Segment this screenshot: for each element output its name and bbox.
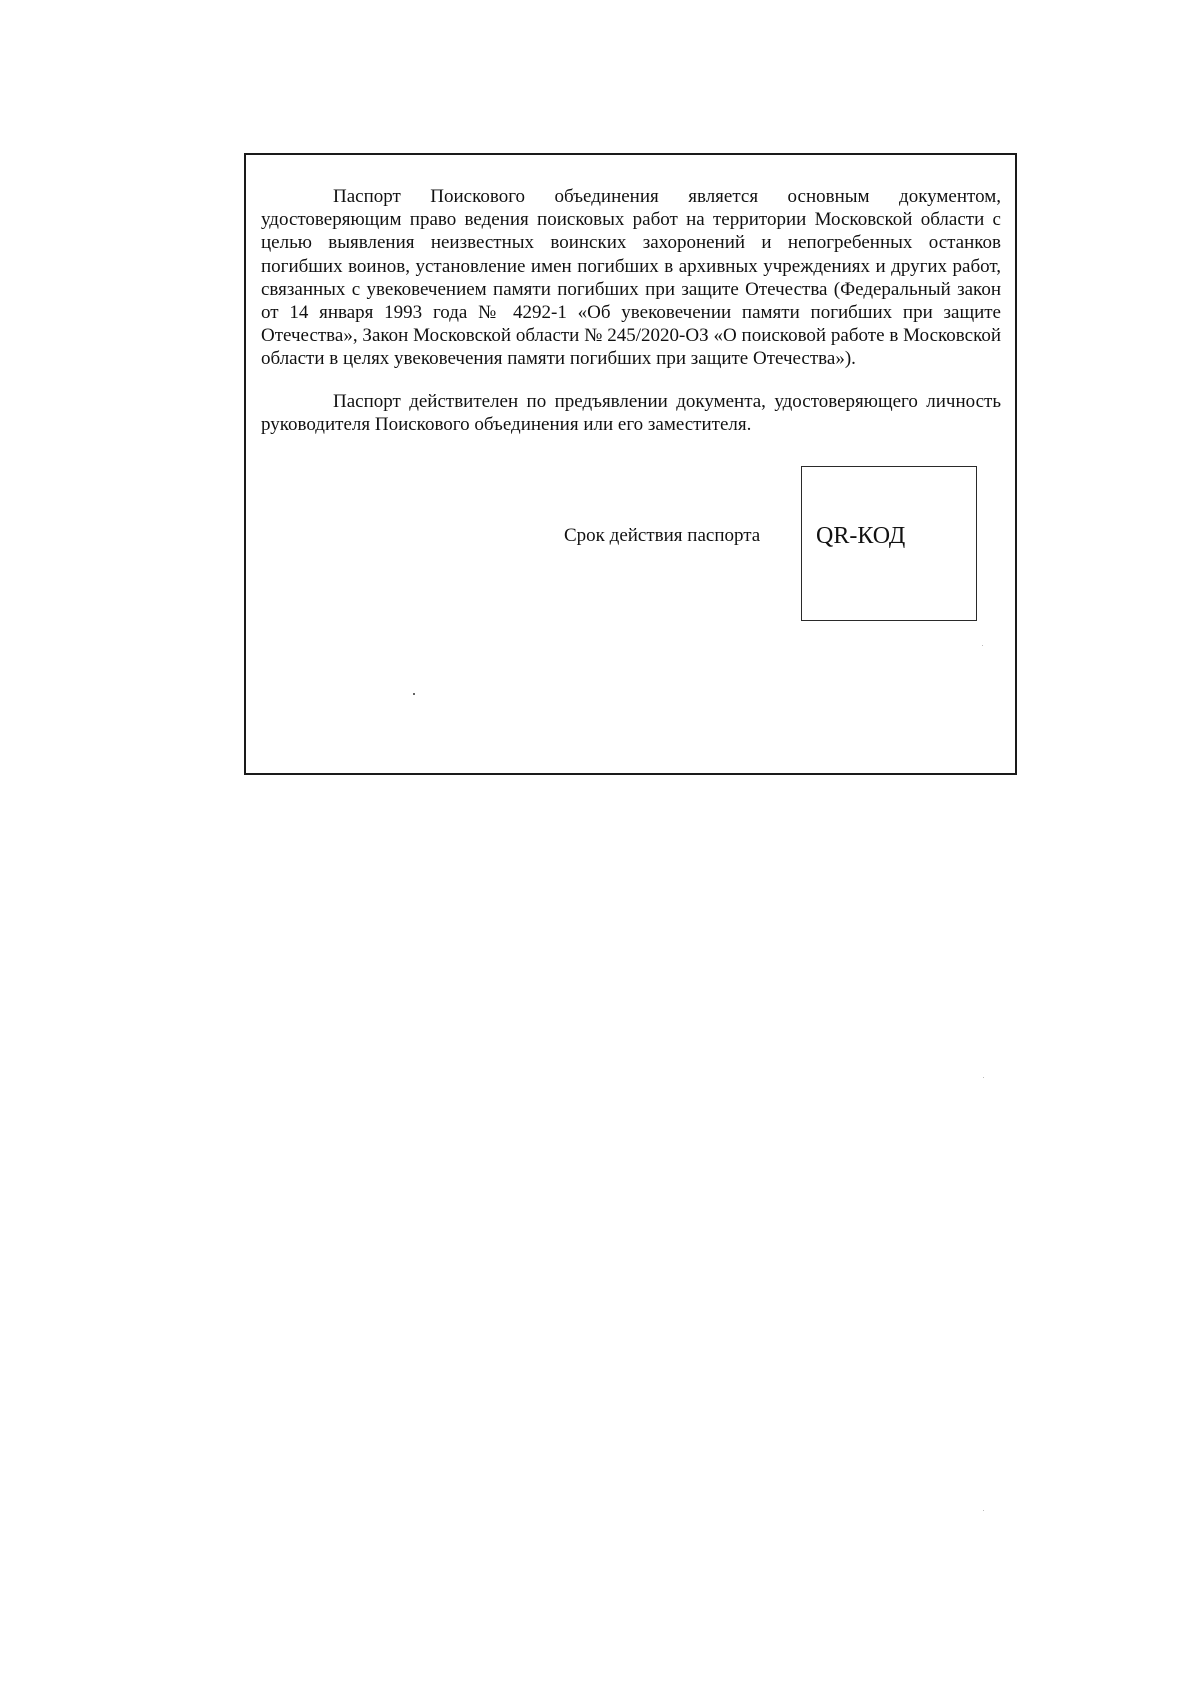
qr-code-placeholder: QR-КОД	[816, 523, 906, 549]
passport-paragraph-purpose: Паспорт Поискового объединения является основным документом, удостоверяющим право ведения поисковых работ на территории Московской области с целью выявления неизвестных воинских захоронений и непогребенных останков погибших воинов, установление имен погибших в архивных учреждениях и других работ, связанных с увековечением памяти погибших при защите Отечества (Федеральный закон от 14 января 1993 года № 4292-1 «Об увековечении памяти погибших при защите Отечества», Закон Московской области № 245/2020-ОЗ «О поисковой работе в Московской области в целях увековечения памяти погибших при защите Отечества»).	[261, 186, 1001, 370]
scan-speck	[983, 1510, 984, 1511]
passport-body-text	[261, 185, 1001, 436]
passport-paragraph-validity: Паспорт действителен по предъявлении документа, удостоверяющего личность руководителя Поискового объединения или его заместителя.	[261, 390, 1001, 435]
qr-code-box	[801, 466, 977, 621]
validity-period-label: Срок действия паспорта	[564, 525, 761, 546]
scan-speck	[983, 1077, 984, 1078]
scan-dot	[413, 693, 415, 695]
scan-speck	[982, 645, 983, 646]
passport-card	[244, 153, 1017, 775]
